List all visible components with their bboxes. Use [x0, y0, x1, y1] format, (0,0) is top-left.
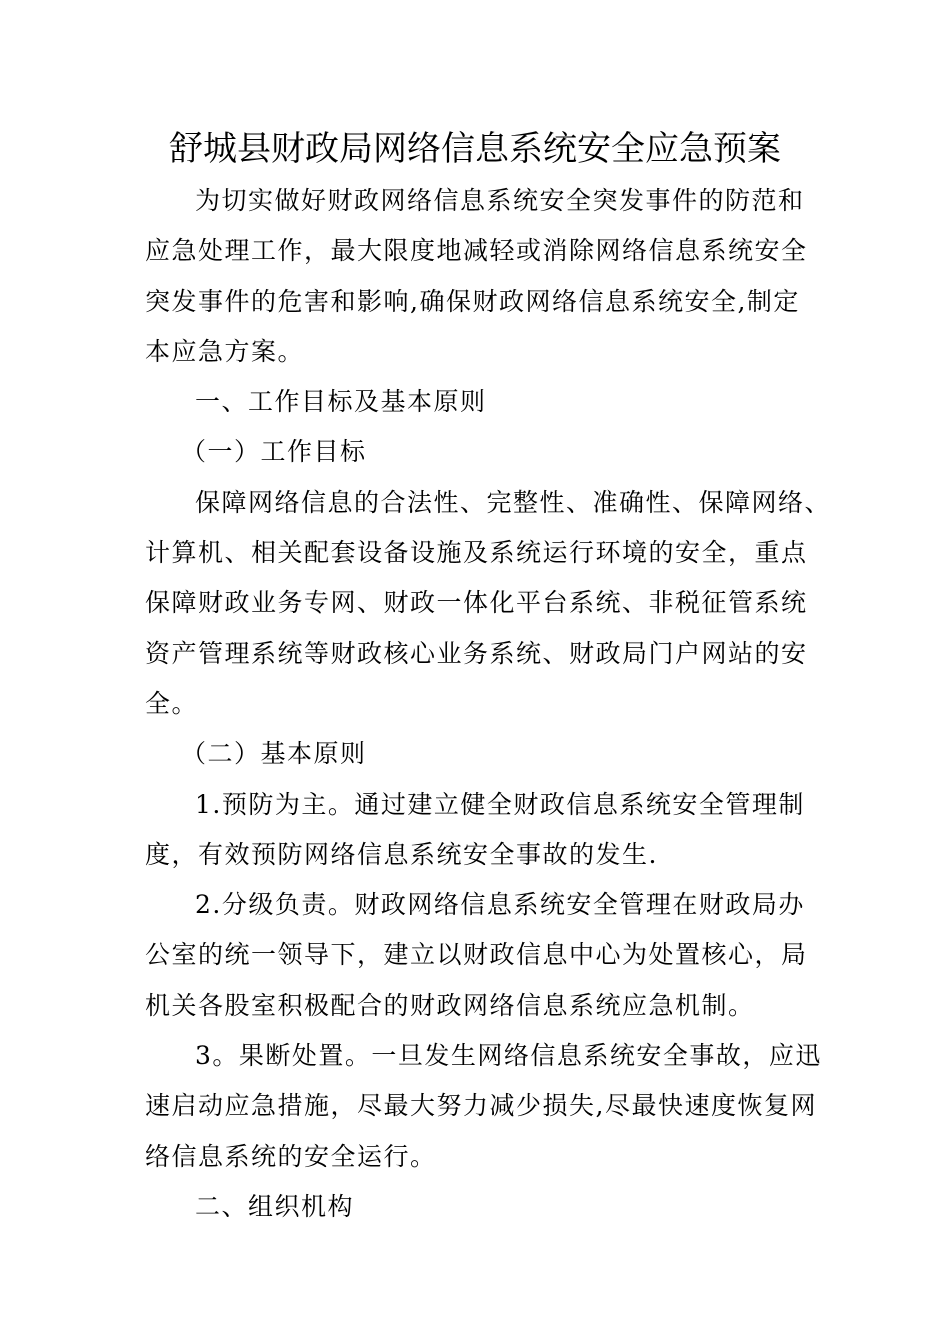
paragraph-line: 1.预防为主。通过建立健全财政信息系统安全管理制: [195, 789, 805, 819]
paragraph-line: 计算机、相关配套设备设施及系统运行环境的安全，重点: [145, 538, 808, 568]
paragraph-line: 资产管理系统等财政核心业务系统、财政局门户网站的安: [145, 638, 808, 668]
subsection-heading: （一）工作目标: [181, 437, 367, 467]
paragraph-line: 全。: [145, 688, 199, 718]
paragraph-line: 本应急方案。: [145, 336, 305, 366]
paragraph-line: 速启动应急措施，尽最大努力减少损失,尽最快速度恢复网: [145, 1091, 817, 1121]
section-heading: 二、组织机构: [195, 1191, 355, 1221]
subsection-heading: （二）基本原则: [181, 739, 367, 769]
paragraph-line: 3。果断处置。一旦发生网络信息系统安全事故，应迅: [195, 1041, 822, 1071]
paragraph-line: 为切实做好财政网络信息系统安全突发事件的防范和: [195, 186, 805, 215]
paragraph-line: 度，有效预防网络信息系统安全事故的发生.: [145, 839, 658, 869]
paragraph-line: 络信息系统的安全运行。: [145, 1141, 437, 1171]
paragraph-line: 保障网络信息的合法性、完整性、准确性、保障网络、: [195, 487, 832, 517]
paragraph-line: 突发事件的危害和影响,确保财政网络信息系统安全,制定: [145, 286, 800, 316]
paragraph-line: 2.分级负责。财政网络信息系统安全管理在财政局办: [195, 890, 805, 920]
section-heading: 一、工作目标及基本原则: [195, 387, 487, 417]
document-body: [145, 176, 832, 1232]
paragraph-line: 公室的统一领导下，建立以财政信息中心为处置核心，局: [145, 940, 808, 970]
paragraph-line: 保障财政业务专网、财政一体化平台系统、非税征管系统: [145, 588, 808, 618]
document-title: 舒城县财政局网络信息系统安全应急预案: [169, 129, 781, 169]
paragraph-line: 应急处理工作，最大限度地减轻或消除网络信息系统安全: [145, 236, 808, 266]
paragraph-line: 机关各股室积极配合的财政网络信息系统应急机制。: [145, 990, 755, 1020]
